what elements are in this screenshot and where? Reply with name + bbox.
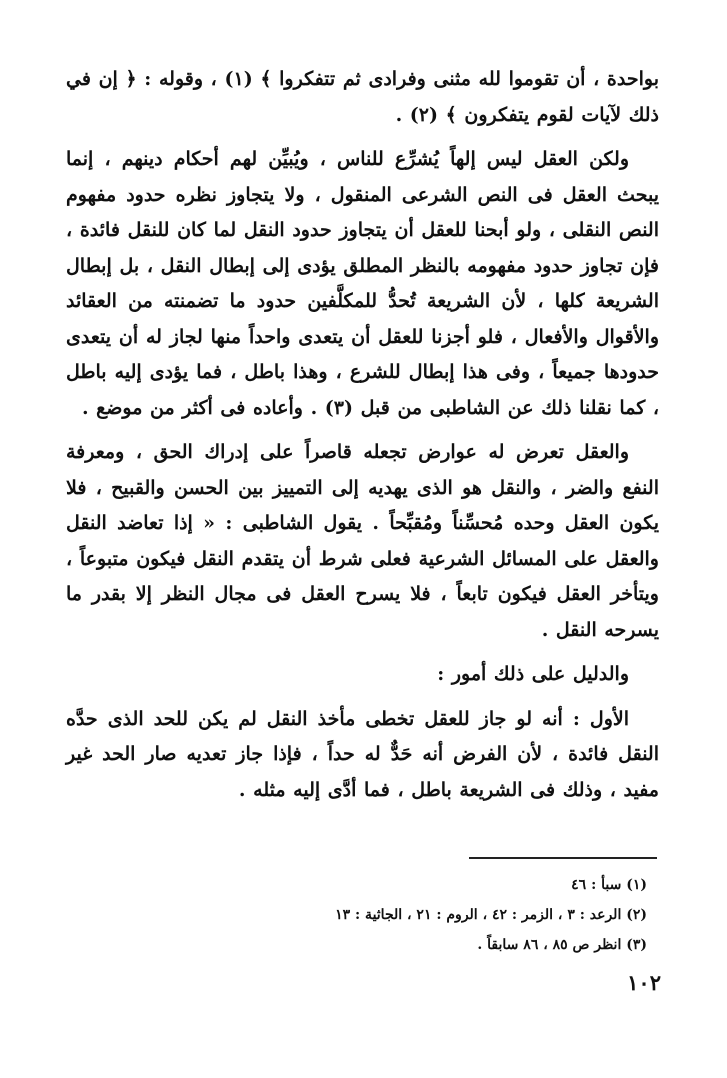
- paragraph-evidence-heading: والدليل على ذلك أمور :: [437, 663, 629, 685]
- footnotes: [87, 870, 647, 960]
- paragraph-first-evidence: الأول : أنه لو جاز للعقل تخطى مأخذ النقل لم يكن للحد الذى حدَّه النقل فائدة ، لأن الفرض أنه حَدٌّ له حداً ، فإذا جاز تعديه صار الحد غير مفيد ، وذلك فى الشريعة باطل ، فما أدَّى إليه مثله .: [66, 707, 659, 801]
- paragraph-reason-limits: ولكن العقل ليس إلهاً يُشرِّع للناس ، ويُبيِّن لهم أحكام دينهم ، إنما يبحث العقل فى النص الشرعى المنقول ، ولا يتجاوز نظره حدود مفهوم النص النقلى ، ولو أبحنا للعقل أن يتجاوز حدود النقل لما كان للنقل فائدة ، فإن تجاوز حدود مفهومه بالنظر المطلق يؤدى إلى إبطال النقل ، بل إبطال الشريعة كلها ، لأن الشريعة تُحدُّ للمكلَّفين حدود ما تضمنته من العقائد والأقوال والأفعال ، فلو أجزنا للعقل أن يتعدى واحداً منها لجاز له أن يتعدى حدودها جميعاً ، وفى هذا إبطال للشرع ، وهذا باطل ، فما يؤدى إليه باطل ، كما نقلنا ذلك عن الشاطبى من قبل (٣) . وأعاده فى أكثر من موضع .: [66, 148, 659, 419]
- footnote-2: (٢) الرعد : ٣ ، الزمر : ٤٢ ، الروم : ٢١ ، الجاثية : ١٣: [335, 907, 647, 923]
- paragraph-shatibi-quote: والعقل تعرض له عوارض تجعله قاصراً على إدراك الحق ، ومعرفة النفع والضر ، والنقل هو الذى يهديه إلى التمييز بين الحسن والقبيح ، فلا يكون العقل وحده مُحسِّناً ومُقبِّحاً . يقول الشاطبى : « إذا تعاضد النقل والعقل على المسائل الشرعية فعلى شرط أن يتقدم النقل فيكون متبوعاً ، ويتأخر العقل فيكون تابعاً ، فلا يسرح العقل فى مجال النظر إلا بقدر ما يسرحه النقل .: [66, 441, 659, 641]
- footnote-1: (١) سبأ : ٤٦: [571, 877, 647, 893]
- page-number: ١٠٢: [627, 970, 661, 995]
- paragraph-quran-quote: بواحدة ، أن تقوموا لله مثنى وفرادى ثم تتفكروا ﴾ (١) ، وقوله : ﴿ إن في ذلك لآيات لقوم يتفكرون ﴾ (٢) .: [66, 68, 659, 126]
- footnote-3: (٣) انظر ص ٨٥ ، ٨٦ سابقاً .: [477, 937, 647, 953]
- footnote-divider: [469, 857, 657, 859]
